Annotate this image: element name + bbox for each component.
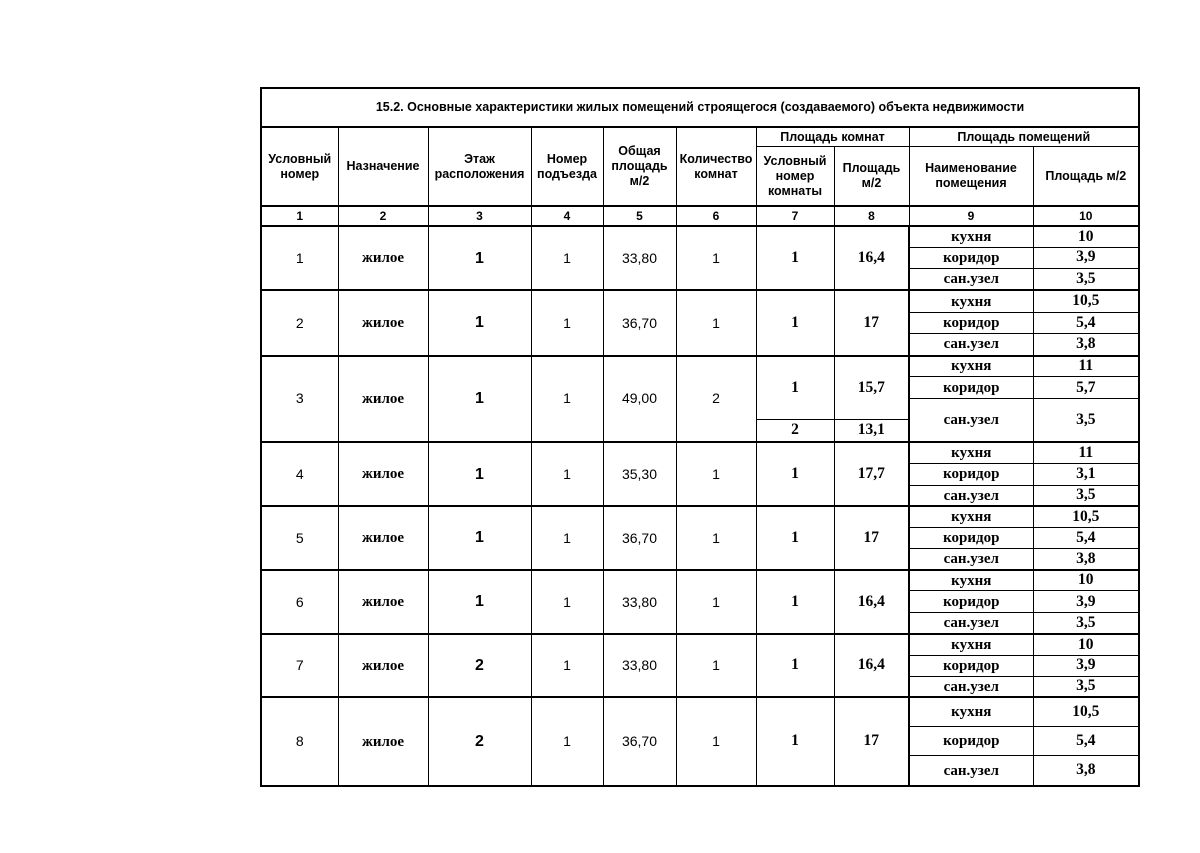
table-row [261, 697, 1139, 726]
premises-area: 5,4 [1033, 727, 1139, 756]
apartment-floor: 1 [428, 290, 531, 355]
header-floor: Этаж расположения [428, 127, 531, 206]
apartment-total-area: 49,00 [603, 356, 676, 442]
apartment-number: 5 [261, 506, 338, 569]
premises-name: сан.узел [909, 676, 1033, 697]
premises-area: 10,5 [1033, 290, 1139, 312]
premises-name: сан.узел [909, 756, 1033, 786]
premises-name: кухня [909, 506, 1033, 527]
room-area: 15,7 [834, 356, 909, 420]
apartment-number: 2 [261, 290, 338, 355]
premises-area: 10 [1033, 226, 1139, 247]
room-area: 17 [834, 290, 909, 355]
premises-area: 3,9 [1033, 247, 1139, 268]
apartment-floor: 1 [428, 442, 531, 506]
premises-area: 3,8 [1033, 756, 1139, 786]
premises-name: коридор [909, 247, 1033, 268]
apartment-number: 4 [261, 442, 338, 506]
premises-name: кухня [909, 634, 1033, 655]
premises-area: 11 [1033, 442, 1139, 463]
header-rooms-count: Количество комнат [676, 127, 756, 206]
premises-name: кухня [909, 356, 1033, 377]
header-total-area: Общая площадь м/2 [603, 127, 676, 206]
header-room-number: Условный номер комнаты [756, 147, 834, 207]
apartment-total-area: 36,70 [603, 506, 676, 569]
premises-area: 3,5 [1033, 613, 1139, 634]
header-room-area: Площадь м/2 [834, 147, 909, 207]
column-number: 5 [603, 206, 676, 226]
column-numbers-row [261, 206, 1139, 226]
apartment-entrance: 1 [531, 697, 603, 786]
header-entrance: Номер подъезда [531, 127, 603, 206]
apartment-total-area: 33,80 [603, 226, 676, 290]
room-number: 2 [756, 420, 834, 442]
premises-area: 5,4 [1033, 528, 1139, 549]
premises-area: 3,8 [1033, 334, 1139, 356]
header-premises-area: Площадь м/2 [1033, 147, 1139, 207]
room-number: 1 [756, 697, 834, 786]
table-row [261, 356, 1139, 377]
apartment-floor: 1 [428, 570, 531, 634]
premises-area: 3,1 [1033, 463, 1139, 485]
premises-name: кухня [909, 570, 1033, 591]
room-area: 13,1 [834, 420, 909, 442]
apartment-floor: 2 [428, 697, 531, 786]
apartment-total-area: 35,30 [603, 442, 676, 506]
column-number: 2 [338, 206, 428, 226]
premises-name: кухня [909, 442, 1033, 463]
column-number: 10 [1033, 206, 1139, 226]
premises-name: сан.узел [909, 549, 1033, 570]
premises-name: сан.узел [909, 485, 1033, 506]
apartment-rooms-count: 1 [676, 226, 756, 290]
apartment-purpose: жилое [338, 226, 428, 290]
apartment-purpose: жилое [338, 506, 428, 569]
apartment-rooms-count: 1 [676, 442, 756, 506]
apartment-rooms-count: 1 [676, 634, 756, 697]
table-row [261, 570, 1139, 591]
room-area: 16,4 [834, 226, 909, 290]
premises-area: 10 [1033, 634, 1139, 655]
column-number: 4 [531, 206, 603, 226]
table-title: 15.2. Основные характеристики жилых помещений строящегося (создаваемого) объекта недвижимости [261, 88, 1139, 127]
premises-name: кухня [909, 697, 1033, 726]
premises-name: сан.узел [909, 613, 1033, 634]
apartment-purpose: жилое [338, 290, 428, 355]
apartments-body [261, 226, 1139, 786]
premises-area: 10 [1033, 570, 1139, 591]
header-premises-name: Наименование помещения [909, 147, 1033, 207]
premises-area: 11 [1033, 356, 1139, 377]
apartment-purpose: жилое [338, 442, 428, 506]
premises-name: коридор [909, 655, 1033, 676]
apartment-purpose: жилое [338, 570, 428, 634]
premises-area: 3,5 [1033, 399, 1139, 442]
apartment-entrance: 1 [531, 226, 603, 290]
table-row [261, 506, 1139, 527]
apartment-floor: 2 [428, 634, 531, 697]
room-area: 17 [834, 697, 909, 786]
table-row [261, 226, 1139, 247]
apartment-entrance: 1 [531, 290, 603, 355]
apartment-number: 1 [261, 226, 338, 290]
premises-area: 3,9 [1033, 591, 1139, 613]
apartment-number: 8 [261, 697, 338, 786]
premises-name: коридор [909, 528, 1033, 549]
apartment-rooms-count: 1 [676, 697, 756, 786]
premises-name: коридор [909, 463, 1033, 485]
apartment-floor: 1 [428, 356, 531, 442]
column-number: 9 [909, 206, 1033, 226]
premises-area: 3,8 [1033, 549, 1139, 570]
header-group-room-area: Площадь комнат [756, 127, 909, 147]
room-number: 1 [756, 290, 834, 355]
premises-area: 3,5 [1033, 268, 1139, 290]
room-number: 1 [756, 356, 834, 420]
apartment-entrance: 1 [531, 356, 603, 442]
premises-name: коридор [909, 727, 1033, 756]
apartment-rooms-count: 1 [676, 570, 756, 634]
apartment-number: 3 [261, 356, 338, 442]
apartment-entrance: 1 [531, 570, 603, 634]
premises-area: 3,9 [1033, 655, 1139, 676]
premises-name: коридор [909, 377, 1033, 399]
column-number: 3 [428, 206, 531, 226]
premises-name: кухня [909, 226, 1033, 247]
header-purpose: Назначение [338, 127, 428, 206]
room-number: 1 [756, 442, 834, 506]
premises-name: кухня [909, 290, 1033, 312]
room-number: 1 [756, 570, 834, 634]
column-number: 6 [676, 206, 756, 226]
apartment-purpose: жилое [338, 356, 428, 442]
column-number: 7 [756, 206, 834, 226]
header-conditional-number: Условный номер [261, 127, 338, 206]
room-number: 1 [756, 506, 834, 569]
apartment-floor: 1 [428, 506, 531, 569]
table-row [261, 442, 1139, 463]
premises-name: коридор [909, 591, 1033, 613]
apartment-number: 6 [261, 570, 338, 634]
room-area: 17,7 [834, 442, 909, 506]
table-row [261, 290, 1139, 312]
premises-name: сан.узел [909, 334, 1033, 356]
apartment-rooms-count: 1 [676, 506, 756, 569]
premises-area: 3,5 [1033, 676, 1139, 697]
apartment-rooms-count: 1 [676, 290, 756, 355]
apartment-floor: 1 [428, 226, 531, 290]
apartment-rooms-count: 2 [676, 356, 756, 442]
table-row [261, 634, 1139, 655]
premises-name: коридор [909, 312, 1033, 333]
premises-area: 10,5 [1033, 697, 1139, 726]
apartment-number: 7 [261, 634, 338, 697]
premises-area: 10,5 [1033, 506, 1139, 527]
header-group-premises-area: Площадь помещений [909, 127, 1139, 147]
apartment-total-area: 33,80 [603, 634, 676, 697]
apartment-total-area: 36,70 [603, 697, 676, 786]
room-area: 16,4 [834, 570, 909, 634]
apartment-purpose: жилое [338, 634, 428, 697]
apartment-total-area: 36,70 [603, 290, 676, 355]
apartment-total-area: 33,80 [603, 570, 676, 634]
premises-area: 5,4 [1033, 312, 1139, 333]
apartment-entrance: 1 [531, 506, 603, 569]
premises-area: 5,7 [1033, 377, 1139, 399]
room-number: 1 [756, 226, 834, 290]
apartments-table [260, 87, 1140, 787]
apartment-purpose: жилое [338, 697, 428, 786]
column-number: 8 [834, 206, 909, 226]
premises-name: сан.узел [909, 268, 1033, 290]
room-number: 1 [756, 634, 834, 697]
room-area: 16,4 [834, 634, 909, 697]
column-number: 1 [261, 206, 338, 226]
apartment-entrance: 1 [531, 634, 603, 697]
apartment-entrance: 1 [531, 442, 603, 506]
premises-area: 3,5 [1033, 485, 1139, 506]
room-area: 17 [834, 506, 909, 569]
premises-name: сан.узел [909, 399, 1033, 442]
